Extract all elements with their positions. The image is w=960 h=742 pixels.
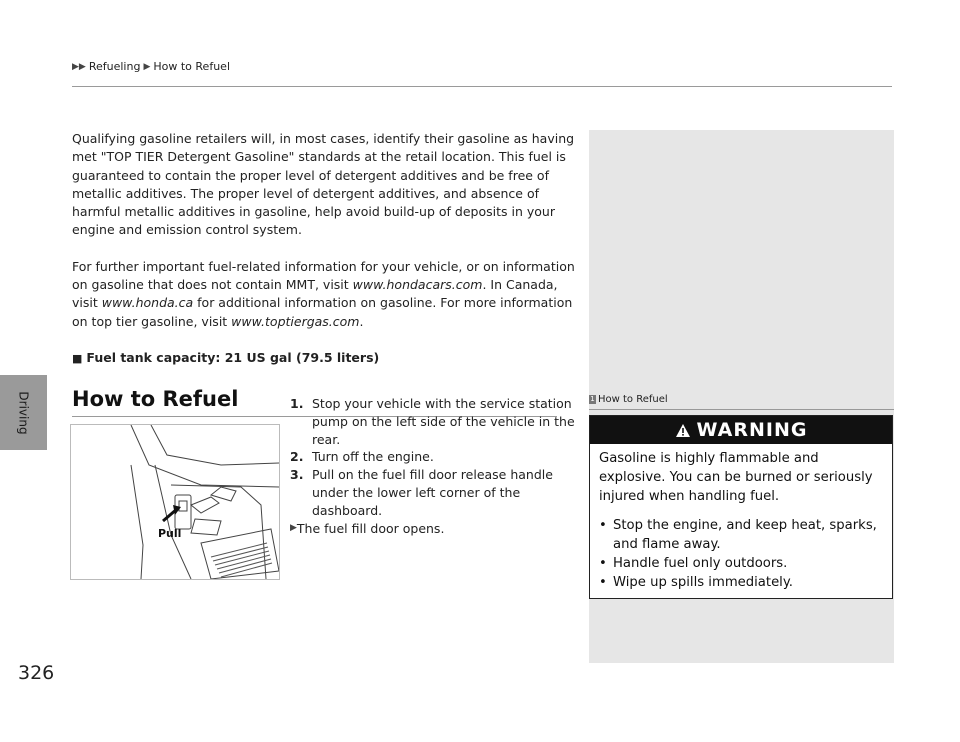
- step-result: [290, 520, 578, 538]
- bullet-icon: •: [599, 575, 607, 590]
- link-toptiergas[interactable]: www.toptiergas.com: [231, 313, 360, 329]
- list-item: [599, 516, 883, 554]
- sidebar-heading-text: How to Refuel: [598, 394, 668, 405]
- link-hondacars[interactable]: www.hondacars.com: [352, 277, 483, 293]
- sidebar-heading: [589, 394, 894, 405]
- paragraph-top-tier: Qualifying gasoline retailers will, in most cases, identify their gasoline as having met "TOP TIER Detergent Gasoline" standards at the retail location. This fuel is guaranteed to contain the proper level of detergent additives and be free of metallic additives. The proper level of detergent additives, and absence of harmful metallic additives in gasoline, help avoid build-up of deposits in your engine and emission control system.: [72, 131, 575, 238]
- warning-text: Gasoline is highly flammable and explosive. You can be burned or seriously injured when handling fuel.: [599, 451, 873, 504]
- link-honda-ca[interactable]: www.honda.ca: [101, 295, 194, 311]
- black-square-icon: ■: [72, 351, 83, 365]
- sidebar-divider: [589, 409, 894, 410]
- step-result-text: The fuel fill door opens.: [296, 520, 445, 536]
- page-number: 326: [18, 662, 55, 684]
- main-text-column: [72, 130, 577, 368]
- warning-box: [589, 415, 893, 599]
- warning-list: [599, 516, 883, 592]
- warning-body: [590, 444, 892, 597]
- paragraph-text: for additional information on gasoline. For more information on top tier gasoline, visit: [72, 295, 573, 329]
- step-text: Turn off the engine.: [312, 449, 434, 465]
- warning-triangle-icon: [675, 423, 691, 438]
- paragraph-text: . In Canada, visit: [72, 277, 558, 311]
- section-title: How to Refuel: [72, 387, 239, 411]
- paragraph-text: .: [359, 313, 364, 329]
- step-number: 1.: [290, 396, 304, 411]
- refuel-steps: [290, 395, 578, 537]
- bullet-icon: •: [599, 556, 607, 571]
- paragraph-fuel-info: [72, 258, 577, 331]
- triangle-right-icon: ▶: [290, 522, 297, 533]
- bullet-icon: •: [599, 518, 607, 533]
- fuel-release-illustration: [70, 424, 280, 580]
- list-item: [599, 573, 883, 592]
- list-item: [290, 395, 578, 448]
- fuel-capacity-heading: [72, 349, 577, 368]
- warning-bullet-text: Stop the engine, and keep heat, sparks, and flame away.: [613, 518, 877, 552]
- list-item: [290, 448, 578, 466]
- header-divider: [72, 86, 892, 87]
- warning-bullet-text: Handle fuel only outdoors.: [613, 556, 788, 571]
- warning-bullet-text: Wipe up spills immediately.: [613, 575, 793, 590]
- step-text: Stop your vehicle with the service station pump on the left side of the vehicle in the rear.: [312, 396, 575, 447]
- step-number: 3.: [290, 467, 304, 483]
- breadcrumb: [72, 60, 230, 73]
- double-triangle-right-icon: ▶▶: [72, 61, 86, 72]
- section-tab-label: Driving: [16, 391, 31, 435]
- pull-label: Pull: [158, 527, 182, 540]
- step-text: Pull on the fuel fill door release handle under the lower left corner of the dashboard.: [312, 467, 553, 518]
- fuel-capacity-text: Fuel tank capacity: 21 US gal (79.5 liters): [86, 349, 380, 365]
- breadcrumb-item-refueling[interactable]: Refueling: [88, 60, 141, 73]
- list-item: [599, 554, 883, 573]
- step-number: 2.: [290, 449, 304, 465]
- reference-marker-icon: 1: [590, 395, 595, 403]
- list-item: [290, 466, 578, 519]
- warning-title: WARNING: [696, 419, 808, 441]
- paragraph-text: For further important fuel-related information for your vehicle, or on information on gasoline that does not contain MMT, visit: [72, 258, 575, 293]
- dashboard-drawing: [71, 425, 279, 579]
- breadcrumb-item-how-to-refuel[interactable]: How to Refuel: [153, 60, 230, 73]
- warning-header: [590, 416, 892, 444]
- triangle-right-icon: ▶: [143, 61, 151, 72]
- section-tab[interactable]: [2, 373, 46, 453]
